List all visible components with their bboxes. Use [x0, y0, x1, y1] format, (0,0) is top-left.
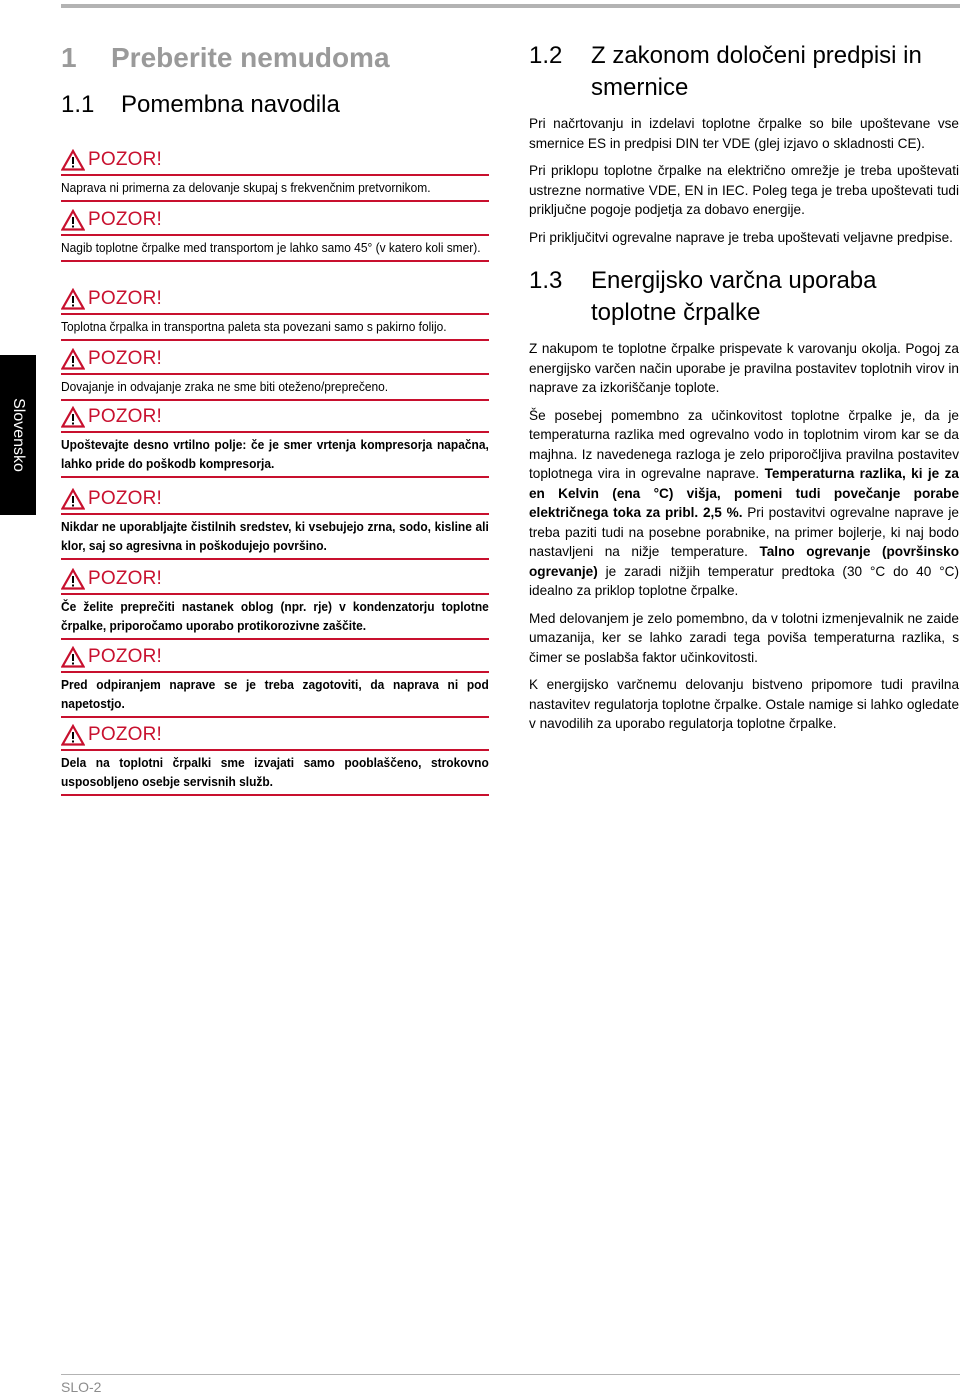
- warning-rule-top: [61, 513, 489, 515]
- left-column: [61, 40, 489, 789]
- warning-header: [61, 148, 489, 172]
- warning-text: Če želite preprečiti nastanek oblog (npr. rje) v kondenzatorju toplotne črpalke, priporočamo uporabo protikorozivne zaščite.: [61, 599, 489, 633]
- warning-rule-top: [61, 749, 489, 751]
- paragraph: Pri priklopu toplotne črpalke na električno omrežje je treba upoštevati ustrezne normative VDE, EN in IEC. Poleg tega je treba upoštevati tudi priključne pogoje podjetja za dobavo energije.: [529, 163, 959, 217]
- warning-title: POZOR!: [88, 724, 163, 745]
- footer-rule: [61, 1374, 960, 1375]
- chapter-heading: [61, 40, 489, 76]
- warning-header: [61, 645, 489, 669]
- warning-triangle-icon: [61, 646, 85, 668]
- warning-title: POZOR!: [88, 646, 163, 667]
- warning-rule-top: [61, 431, 489, 433]
- section-title: Pomembna navodila: [121, 91, 340, 118]
- chapter-number: 1: [61, 42, 77, 73]
- warning-rule-top: [61, 174, 489, 176]
- warning-rule-top: [61, 593, 489, 595]
- section-title: [591, 265, 877, 329]
- warning-block: [61, 487, 489, 560]
- warning-block: [61, 405, 489, 478]
- warning-text: Dovajanje in odvajanje zraka ne sme biti oteženo/preprečeno.: [61, 379, 389, 394]
- page-number: SLO-2: [61, 1379, 102, 1395]
- section-heading-1-3: [529, 265, 959, 329]
- warning-rule-top: [61, 313, 489, 315]
- text-run: Pri postavitvi ogrevalne naprave je treba paziti tudi na posebne porabnike, na primer bojlerje, ki naj bodo nastavljeni na nižje temperature.: [529, 505, 959, 559]
- chapter-title: Preberite nemudoma: [111, 42, 390, 73]
- warning-text: Nagib toplotne črpalke med transportom je lahko samo 45° (v katero koli smer).: [61, 240, 481, 255]
- warning-rule-bottom: [61, 558, 489, 560]
- warning-rule-bottom: [61, 476, 489, 478]
- top-rule: [61, 4, 960, 8]
- warning-text: Upoštevajte desno vrtilno polje: če je smer vrtenja kompresorja napačna, lahko pride do poškodb kompresorja.: [61, 437, 489, 471]
- warning-block: [61, 208, 489, 262]
- section-number: 1.2: [529, 42, 563, 69]
- warning-block: [61, 347, 489, 401]
- paragraph: Pri priključitvi ogrevalne naprave je treba upoštevati veljavne predpise.: [529, 229, 953, 245]
- warning-header: [61, 208, 489, 232]
- paragraph: Pri načrtovanju in izdelavi toplotne črpalke so bile upoštevane vse smernice ES in predpisi DIN ter VDE (glej izjavo o skladnosti CE).: [529, 116, 959, 151]
- warning-rule-bottom: [61, 716, 489, 718]
- language-tab: [0, 355, 36, 515]
- warning-header: [61, 567, 489, 591]
- warning-triangle-icon: [61, 348, 85, 370]
- text-run: je zaradi nižjih temperatur predtoka (30 °C do 40 °C) idealno za priklop toplotne črpalke.: [529, 563, 959, 598]
- warning-title: POZOR!: [88, 406, 163, 427]
- warning-rule-bottom: [61, 200, 489, 202]
- warning-block: [61, 645, 489, 718]
- warning-title: POZOR!: [88, 149, 163, 170]
- warning-title: POZOR!: [88, 568, 163, 589]
- warning-header: [61, 287, 489, 311]
- paragraph: Z nakupom te toplotne črpalke prispevate k varovanju okolja. Pogoj za energijsko varčen način uporabe je pravilna postavitev toplotnih virov in naprave za izkoriščanje toplote.: [529, 341, 959, 395]
- warning-header: [61, 405, 489, 429]
- section-number: 1.1: [61, 91, 95, 118]
- warning-title: POZOR!: [88, 288, 163, 309]
- bold-text-run: Talno ogrevanje (površinsko ogrevanje): [529, 544, 959, 579]
- section-title-line2: toplotne črpalke: [591, 299, 761, 326]
- section-heading-1-2: [529, 40, 959, 104]
- warning-header: [61, 487, 489, 511]
- warning-text: Toplotna črpalka in transportna paleta sta povezani samo s pakirno folijo.: [61, 319, 447, 334]
- warning-rule-bottom: [61, 638, 489, 640]
- warning-triangle-icon: [61, 488, 85, 510]
- warning-triangle-icon: [61, 724, 85, 746]
- warning-rule-bottom: [61, 339, 489, 341]
- warning-triangle-icon: [61, 209, 85, 231]
- warning-rule-bottom: [61, 260, 489, 262]
- warning-title: POZOR!: [88, 348, 163, 369]
- warning-rule-bottom: [61, 399, 489, 401]
- warning-text: Nikdar ne uporabljajte čistilnih sredstev, ki vsebujejo zrna, sodo, kisline ali klor, saj so agresivna in poškodujejo površino.: [61, 519, 489, 553]
- warning-header: [61, 347, 489, 371]
- warning-triangle-icon: [61, 568, 85, 590]
- language-tab-label: Slovensko: [10, 398, 28, 472]
- paragraph: K energijsko varčnemu delovanju bistveno pripomore tudi pravilna nastavitev regulatorja toplotne črpalke. Ostale namige si lahko ogledate v navodilih za uporabo regulatorja toplotne črpalke.: [529, 677, 959, 731]
- warning-rule-top: [61, 373, 489, 375]
- warning-block: [61, 567, 489, 640]
- section-heading-1-1: [61, 90, 489, 120]
- right-column: [529, 40, 959, 734]
- warning-triangle-icon: [61, 149, 85, 171]
- warning-rule-top: [61, 671, 489, 673]
- section-title-line1: Z zakonom določeni predpisi in: [591, 42, 922, 69]
- warning-rule-top: [61, 234, 489, 236]
- warning-title: POZOR!: [88, 209, 163, 230]
- section-title: [591, 40, 922, 104]
- paragraph: [529, 406, 959, 601]
- warning-text: Naprava ni primerna za delovanje skupaj s frekvenčnim pretvornikom.: [61, 180, 431, 195]
- bold-text-run: Temperaturna razlika, ki je za en Kelvin (ena °C) višja, pomeni tudi povečanje porabe električnega toka za pribl. 2,5 %.: [529, 466, 959, 520]
- warning-block: [61, 723, 489, 796]
- warning-text: Dela na toplotni črpalki sme izvajati samo pooblaščeno, strokovno usposobljeno osebje servisnih služb.: [61, 755, 489, 789]
- warning-block: [61, 287, 489, 341]
- warning-triangle-icon: [61, 406, 85, 428]
- warning-title: POZOR!: [88, 488, 163, 509]
- warning-rule-bottom: [61, 794, 489, 796]
- warning-text: Pred odpiranjem naprave se je treba zagotoviti, da naprava ni pod napetostjo.: [61, 677, 489, 711]
- section-title-line2: smernice: [591, 74, 689, 101]
- section-number: 1.3: [529, 267, 563, 294]
- section-title-line1: Energijsko varčna uporaba: [591, 267, 877, 294]
- warning-block: [61, 148, 489, 202]
- paragraph: Med delovanjem je zelo pomembno, da v tolotni izmenjevalnik ne zaide umazanija, ker se lahko zaradi tega poviša temperaturna razlika, s čimer se poslabša faktor učinkovitosti.: [529, 610, 959, 665]
- warning-triangle-icon: [61, 288, 85, 310]
- warning-header: [61, 723, 489, 747]
- text-run: Še posebej pomembno za učinkovitost toplotne črpalke je, da je temperaturna razlika med ogrevalno vodo in toplotnim virom kar se da majhna. Iz navedenega razloga je zelo priporočljiva pravilna postavitev toplotnega vira in ogrevalne naprave.: [529, 407, 959, 481]
